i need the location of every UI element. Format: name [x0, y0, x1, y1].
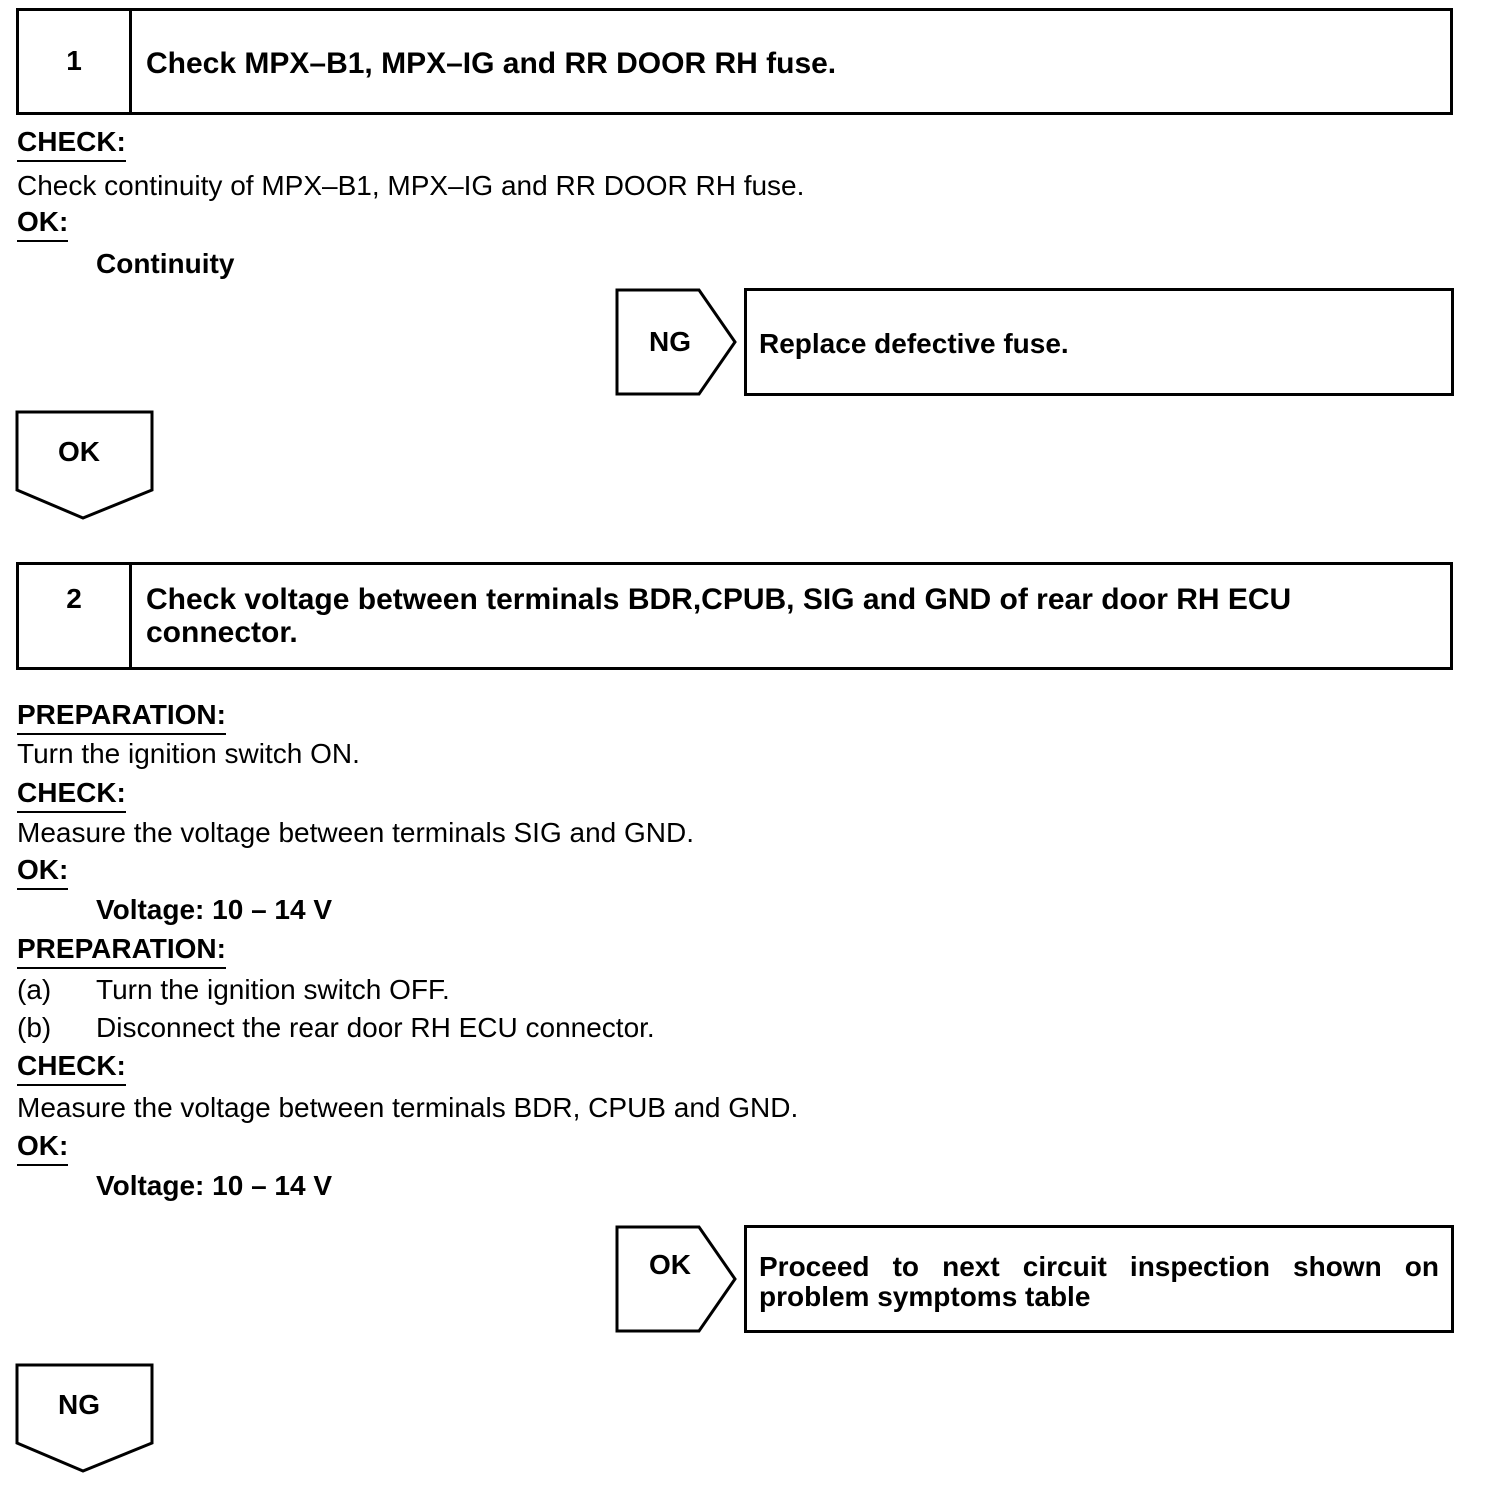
step-2-ok1-label: OK: — [17, 854, 68, 890]
step-2-check1-text: Measure the voltage between terminals SIG and GND. — [17, 817, 695, 848]
step-1-ok-value: Continuity — [96, 248, 235, 279]
step-2-check1-label: CHECK: — [17, 777, 126, 813]
step-2-prep2-item-a-mark: (a) — [17, 974, 52, 1005]
step-2-prep2-item-a-text: Turn the ignition switch OFF. — [96, 974, 450, 1005]
step-2-check2-label: CHECK: — [17, 1050, 126, 1086]
step-2-ok-tag: OK — [649, 1249, 691, 1280]
step-2-ok-action-box — [744, 1225, 1454, 1333]
step-2-ok-action: Proceed to next circuit inspection shown on problem symptoms table — [759, 1251, 1439, 1312]
step-1-number: 1 — [19, 11, 132, 112]
step-1-ng-action-box — [744, 288, 1454, 396]
step-1-ok-label: OK: — [17, 206, 68, 242]
step-2-header — [16, 562, 1453, 670]
step-2-ok1-value: Voltage: 10 – 14 V — [96, 894, 333, 925]
step-1-ng-action: Replace defective fuse. — [759, 328, 1069, 359]
step-2-title: Check voltage between terminals BDR,CPUB, SIG and GND of rear door RH ECU connector. — [146, 583, 1292, 649]
step-2-check2-text: Measure the voltage between terminals BDR, CPUB and GND. — [17, 1092, 799, 1123]
step-1-check-text: Check continuity of MPX–B1, MPX–IG and RR DOOR RH fuse. — [17, 170, 805, 201]
step-1-header — [16, 8, 1453, 115]
step-2-prep2-item-b-text: Disconnect the rear door RH ECU connector. — [96, 1012, 655, 1043]
step-2-ok2-label: OK: — [17, 1130, 68, 1166]
step-2-prep1-text: Turn the ignition switch ON. — [17, 738, 360, 769]
step-2-prep2-item-b-mark: (b) — [17, 1012, 52, 1043]
step-1-check-label: CHECK: — [17, 126, 126, 162]
step-1-title: Check MPX–B1, MPX–IG and RR DOOR RH fuse. — [146, 47, 837, 80]
step-1-ok-down-tag: OK — [58, 436, 100, 467]
step-2-ok2-value: Voltage: 10 – 14 V — [96, 1170, 333, 1201]
step-2-number: 2 — [19, 565, 132, 667]
step-2-prep2-label: PREPARATION: — [17, 933, 226, 969]
step-2-prep1-label: PREPARATION: — [17, 699, 226, 735]
step-2-ng-down-tag: NG — [58, 1389, 100, 1420]
step-1-ng-tag: NG — [649, 326, 691, 357]
